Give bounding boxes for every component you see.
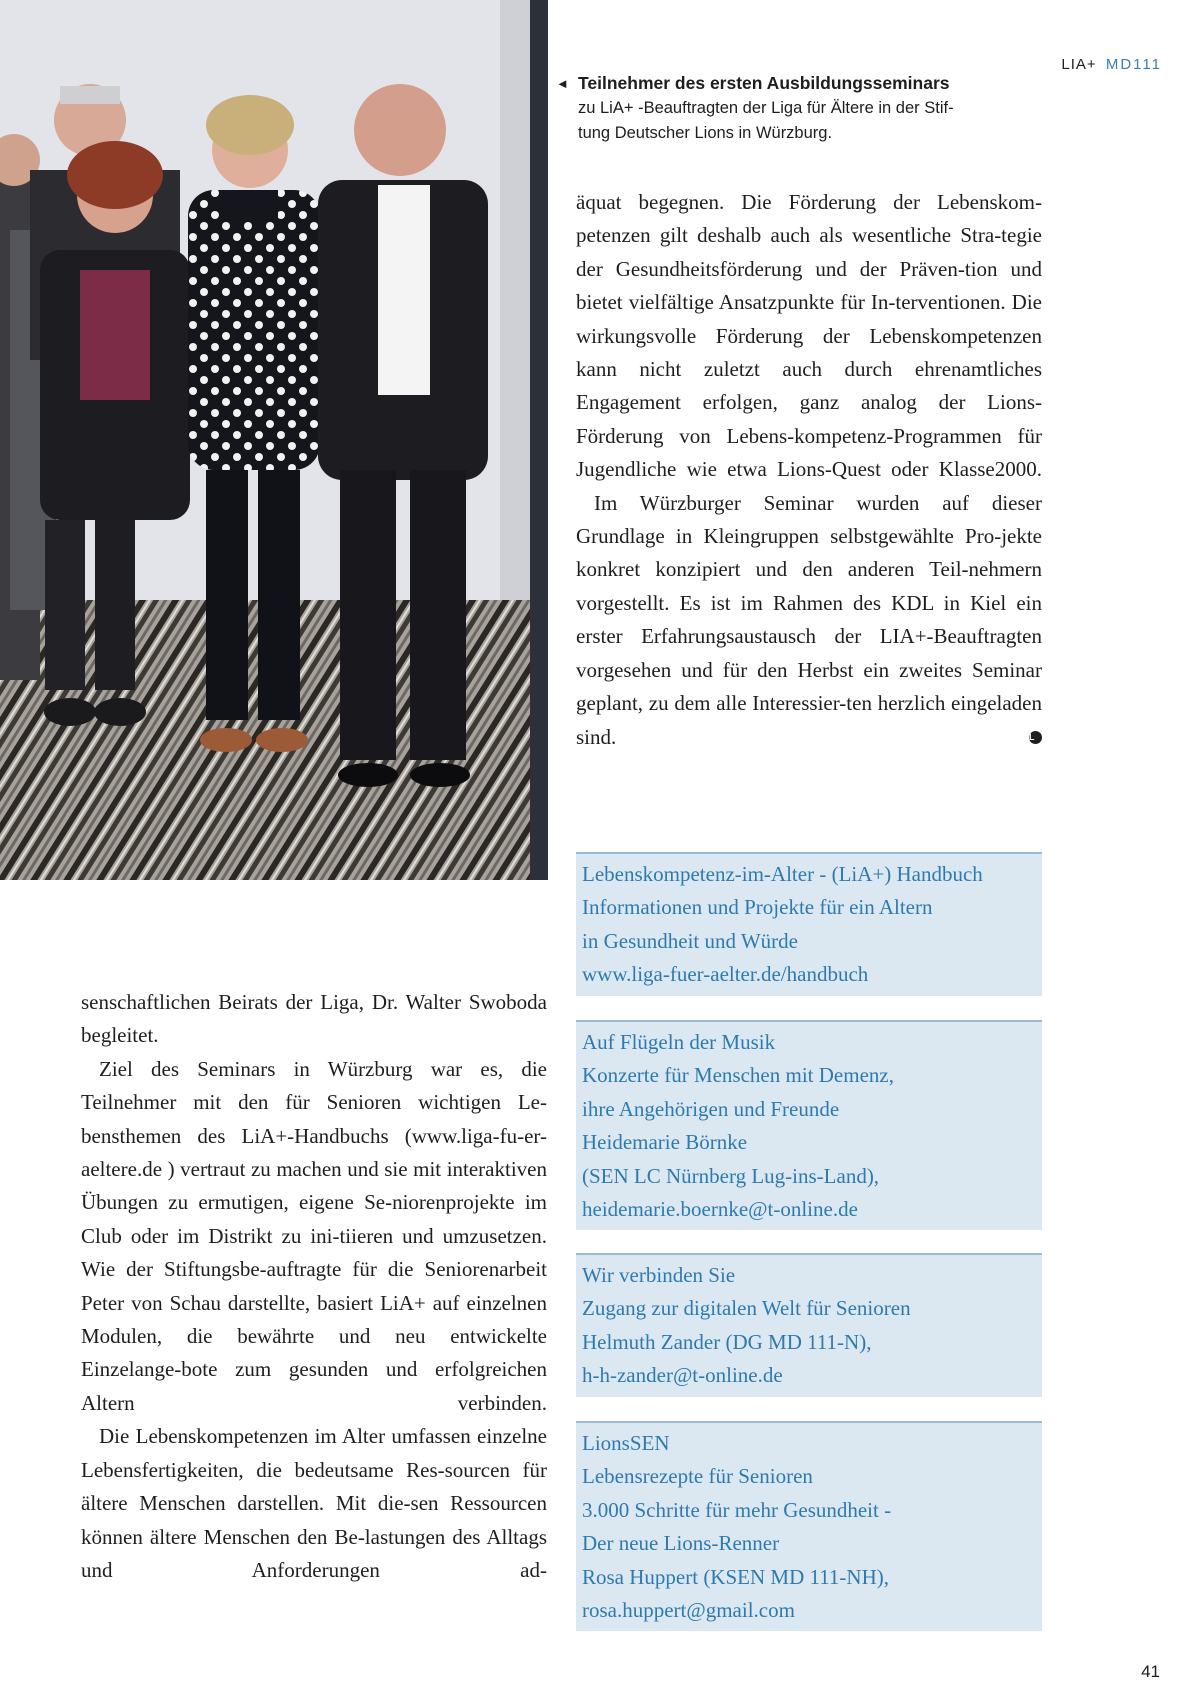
info-box-digital xyxy=(576,1253,1042,1397)
info-box-line: 3.000 Schritte für mehr Gesundheit - xyxy=(582,1497,892,1522)
body-paragraph: Ziel des Seminars in Würzburg war es, die Teilnehmer mit den für Senioren wichtigen Le-bensthemen des LiA+-Handbuchs (www.liga-fu-er-aeltere.de ) vertraut zu machen und sie mit interaktiven Übungen zu ermutigen, eigene Se-niorenprojekte im Club oder im Distrikt zu ini-tiieren und umzusetzen. Wie der Stiftungsbe-auftragte für die Seniorenarbeit Peter von Schau darstellte, basiert LiA+ auf einzelnen Modulen, die bewährte und neu entwickelte Einzelange-bote zum gesunden und erfolgreichen Altern verbinden. xyxy=(81,1056,547,1415)
info-box-line: (SEN LC Nürnberg Lug-ins-Land), xyxy=(582,1163,880,1188)
info-box-musik xyxy=(576,1020,1042,1230)
page-number: 41 xyxy=(1141,1662,1160,1681)
section-label: LIA+ xyxy=(1061,56,1097,73)
info-box-handbuch xyxy=(576,852,1042,996)
info-box-title: Wir verbinden Sie xyxy=(582,1263,736,1287)
running-header xyxy=(1061,56,1162,73)
caption-line: zu LiA+ -Beauftragten der Liga für Ältere in der Stif- xyxy=(578,99,954,117)
info-box-line: Der neue Lions-Renner xyxy=(582,1531,780,1556)
photo-caption xyxy=(556,71,976,146)
body-paragraph: senschaftlichen Beirats der Liga, Dr. Walter Swoboda begleitet. xyxy=(81,990,547,1048)
info-box-line: Zugang zur digitalen Welt für Senioren xyxy=(582,1296,911,1321)
info-box-contact: Helmuth Zander (DG MD 111-N), xyxy=(582,1329,872,1354)
info-box-email[interactable]: heidemarie.boernke@t-online.de xyxy=(582,1197,858,1222)
info-box-contact: Rosa Huppert (KSEN MD 111-NH), xyxy=(582,1564,889,1589)
right-text-column xyxy=(576,186,1042,754)
caption-title: Teilnehmer des ersten Ausbildungsseminars xyxy=(578,73,950,93)
info-box-line: Informationen und Projekte für ein Altern xyxy=(582,895,933,920)
left-text-column xyxy=(81,986,547,1587)
body-paragraph: Die Lebenskompetenzen im Alter umfassen einzelne Lebensfertigkeiten, die bedeutsame Res-sourcen für ältere Menschen darstellen. Mit die-sen Ressourcen können ältere Menschen den Be-lastungen des Alltags und Anforderungen ad- xyxy=(81,1424,547,1582)
body-paragraph-text: Im Würzburger Seminar wurden auf dieser Grundlage in Kleingruppen selbstgewählte Pro-jekte konkret konzipiert und den anderen Teil-nehmern vorgestellt. Es ist im Rahmen des KDL in Kiel ein erster Erfahrungsaustausch der LIA+-Beauftragten vorgesehen und für den Herbst ein zweites Seminar geplant, zu dem alle Interessier-ten herzlich eingeladen sind. xyxy=(576,490,1042,749)
info-box-line: in Gesundheit und Würde xyxy=(582,928,798,953)
info-box-line: Konzerte für Menschen mit Demenz, xyxy=(582,1063,894,1088)
article-end-icon: L xyxy=(1029,731,1042,744)
info-box-title: LionsSEN xyxy=(582,1431,670,1455)
group-photo xyxy=(0,0,548,880)
district-label: MD111 xyxy=(1105,56,1162,73)
body-paragraph: äquat begegnen. Die Förderung der Lebenskom-petenzen gilt deshalb auch als wesentliche Stra-tegie der Gesundheitsförderung und der Präven-tion und bietet vielfältige Ansatzpunkte für In-terventionen. Die wirkungsvolle Förderung der Lebenskompetenzen kann nicht zuletzt auch durch ehrenamtliches Engagement erfolgen, ganz analog der Lions-Förderung von Lebens-kompetenz-Programmen für Jugendliche wie etwa Lions-Quest oder Klasse2000. xyxy=(576,190,1042,482)
info-box-line: ihre Angehörigen und Freunde xyxy=(582,1096,840,1121)
info-box-contact: Heidemarie Börnke xyxy=(582,1130,748,1155)
info-box-lionssen xyxy=(576,1421,1042,1631)
caption-line: tung Deutscher Lions in Würzburg. xyxy=(578,124,833,142)
caption-arrow-icon: ◄ xyxy=(556,76,569,91)
body-paragraph-end xyxy=(576,487,1042,754)
info-box-line: Lebensrezepte für Senioren xyxy=(582,1464,813,1489)
info-box-title: Auf Flügeln der Musik xyxy=(582,1030,776,1054)
info-box-link[interactable]: www.liga-fuer-aelter.de/handbuch xyxy=(582,962,869,987)
info-box-email[interactable]: rosa.huppert@gmail.com xyxy=(582,1598,795,1623)
info-box-email[interactable]: h-h-zander@t-online.de xyxy=(582,1363,783,1388)
info-box-title: Lebenskompetenz-im-Alter - (LiA+) Handbuch xyxy=(582,862,983,886)
